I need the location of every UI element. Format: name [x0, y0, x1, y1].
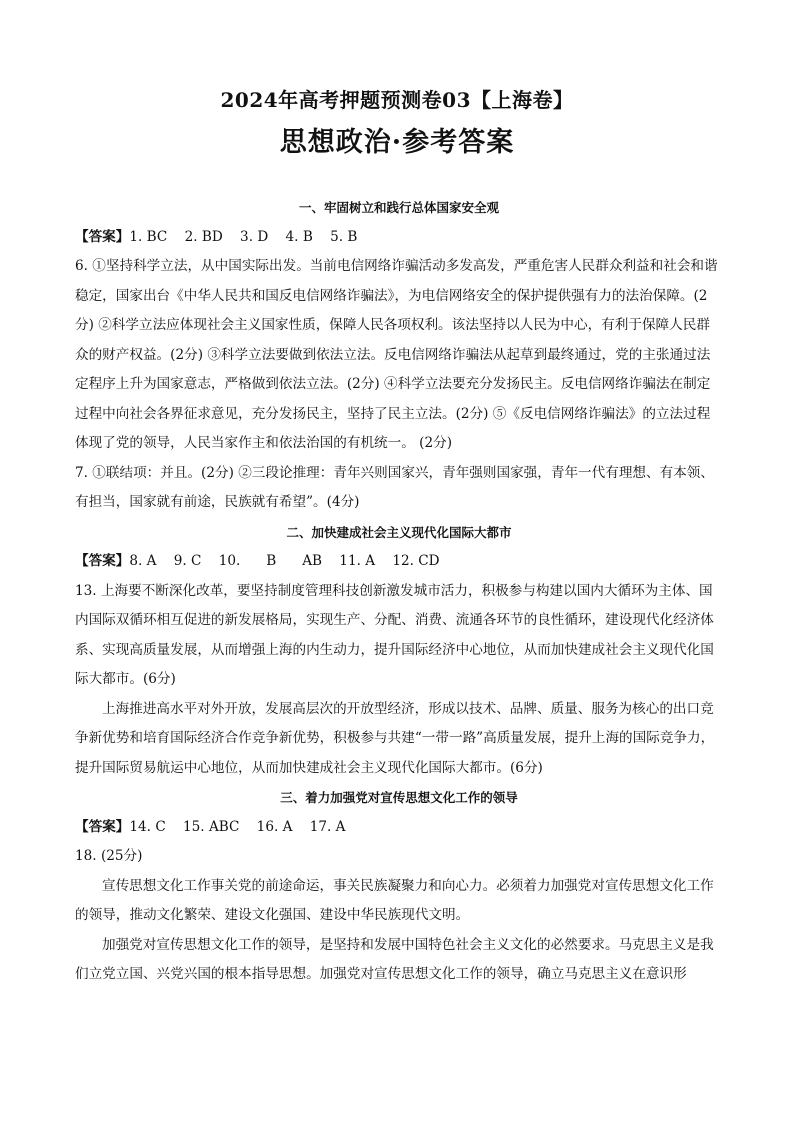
- question-18-label: 18. (25分): [75, 848, 143, 864]
- answer-label: 【答案】: [75, 818, 130, 835]
- section1-answers: [75, 223, 723, 253]
- section1-heading: 一、牢固树立和践行总体国家安全观: [298, 200, 499, 215]
- section3-answers: [75, 813, 723, 843]
- question-13-paragraph-1: 13. 上海要不断深化改革，要坚持制度管理科技创新激发城市活力，积极参与构建以国内大循环为主体、国内国际双循环相互促进的新发展格局，实现生产、分配、消费、流通各环节的良性循环，建设现代化经济体系、实现高质量发展，从而增强上海的内生动力，提升国际经济中心地位，从而加快建成社会主义现代化国际大都市。(6分): [75, 582, 714, 687]
- answer-label: 【答案】: [75, 553, 130, 569]
- answer-list: 14. C 15. ABC 16. A 17. A: [129, 818, 346, 835]
- answer-label: 【答案】: [75, 228, 130, 245]
- exam-subtitle: 思想政治·参考答案: [279, 127, 515, 158]
- section2-heading: 二、加快建成社会主义现代化国际大都市: [286, 524, 512, 540]
- section2-answers: [75, 547, 723, 577]
- question-7-answer: 7. ①联结项：并且。(2分) ②三段论推理：青年兴则国家兴，青年强则国家强，青年一代有理想、有本领、有担当，国家就有前途，民族就有希望”。(4分): [75, 464, 714, 510]
- question-18-paragraph-2: 加强党对宣传思想文化工作的领导，是坚持和发展中国特色社会主义文化的必然要求。马克思主义是我们立党立国、兴党兴国的根本指导思想。加强党对宣传思想文化工作的领导，确立马克思主义在意识形: [75, 936, 714, 982]
- section3-heading: 三、着力加强党对宣传思想文化工作的领导: [280, 790, 518, 805]
- question-13-paragraph-2: 上海推进高水平对外开放，发展高层次的开放型经济，形成以技术、品牌、质量、服务为核心的出口竞争新优势和培育国际经济合作竞争新优势，积极参与共建“一带一路”高质量发展，提升上海的国际竞争力，提升国际贸易航运中心地位，从而加快建成社会主义现代化国际大都市。(6分): [75, 700, 715, 776]
- answer-list: 8. A 9. C 10. B AB 11. A 12. CD: [129, 553, 440, 569]
- exam-title: 2024年高考押题预测卷03【上海卷】: [220, 88, 574, 112]
- answer-list: 1. BC 2. BD 3. D 4. B 5. B: [129, 228, 358, 245]
- question-18-paragraph-1: 宣传思想文化工作事关党的前途命运，事关民族凝聚力和向心力。必须着力加强党对宣传思想文化工作的领导，推动文化繁荣、建设文化强国、建设中华民族现代文明。: [75, 877, 714, 923]
- answer-body: [75, 193, 723, 990]
- question-6-answer: 6. ①坚持科学立法，从中国实际出发。当前电信网络诈骗活动多发高发，严重危害人民群众利益和社会和谐稳定，国家出台《中华人民共和国反电信网络诈骗法》，为电信网络安全的保护提供强有力的法治保障。(2分) ②科学立法应体现社会主义国家性质，保障人民各项权利。该法坚持以人民为中心，有利于保障人民群众的财产权益。(2分) ③科学立法要做到依法立法。反电信网络诈骗法从起草到最终通过，党的主张通过法定程序上升为国家意志，严格做到依法立法。(2分) ④科学立法要充分发扬民主。反电信网络诈骗法在制定过程中向社会各界征求意见，充分发扬民主，坚持了民主立法。(2分) ⑤《反电信网络诈骗法》的立法过程体现了党的领导，人民当家作主和依法治国的有机统一。 (2分): [75, 258, 718, 451]
